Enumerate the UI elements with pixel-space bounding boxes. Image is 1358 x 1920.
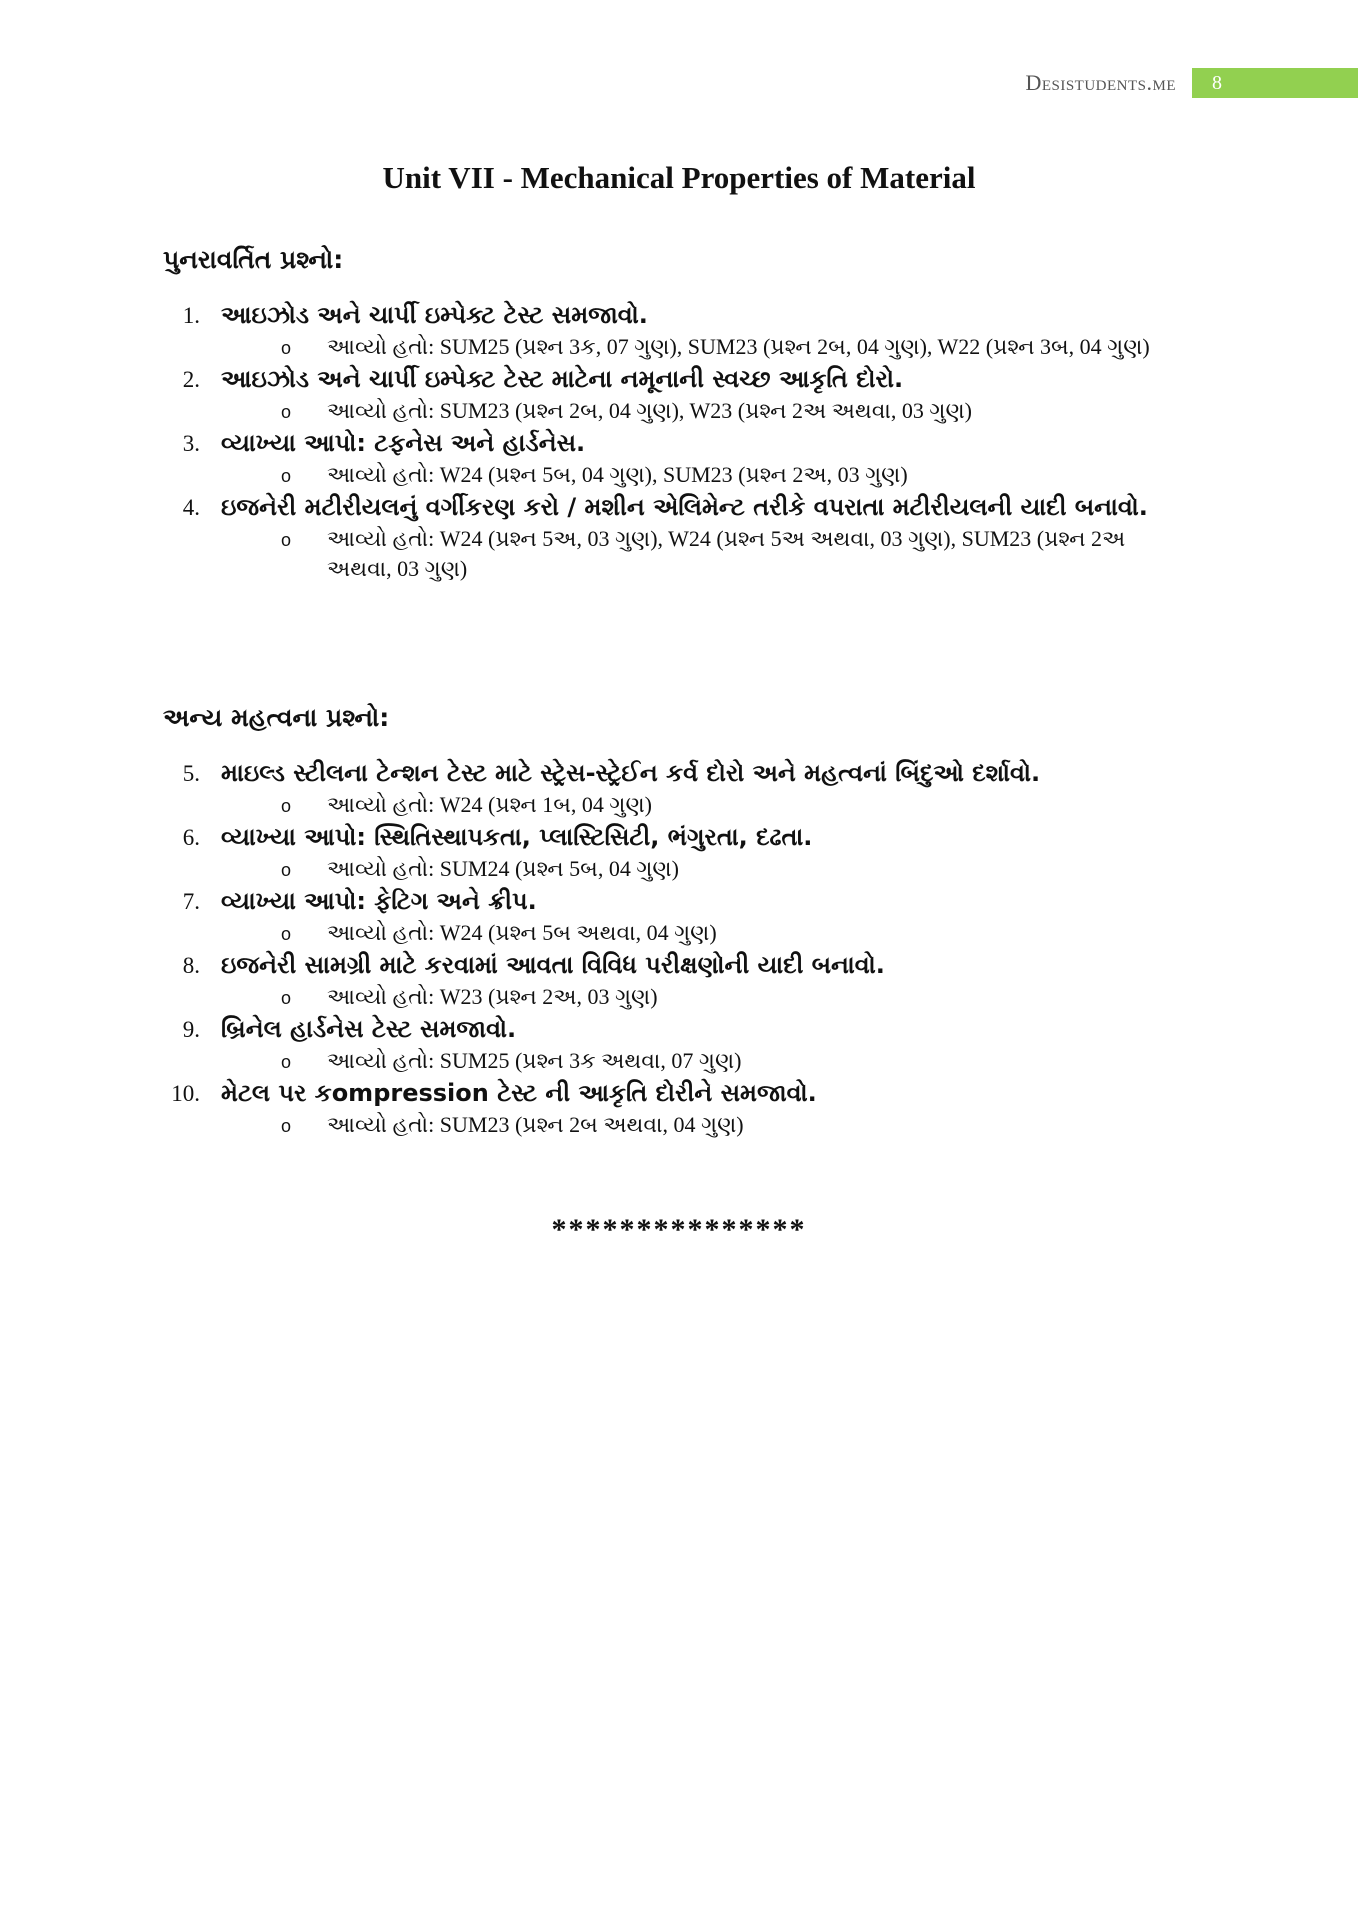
question-text: વ્યાખ્યા આપો: ટફનેસ અને હાર્ડનેસ. [221, 429, 586, 457]
question-item [182, 820, 1205, 884]
asked-in-text: આવ્યો હતો: SUM25 (પ્રશ્ન 3ક, 07 ગુણ), SUM23 (પ્રશ્ન 2બ, 04 ગુણ), W22 (પ્રશ્ન 3બ, 04 ગુણ) [327, 334, 1150, 359]
question-text: ઇજનેરી સામગ્રી માટે કરવામાં આવતા વિવિધ પરીક્ષણોની યાદી બનાવો. [221, 951, 885, 979]
question-item [182, 884, 1205, 948]
question-text: માઇલ્ડ સ્ટીલના ટેન્શન ટેસ્ટ માટે સ્ટ્રેસ-સ્ટ્રેઈન કર્વ દોરો અને મહત્વનાં બિંદુઓ દર્શાવો. [221, 759, 1041, 787]
end-separator: *************** [551, 1213, 807, 1246]
question-text: ઇજનેરી મટીરીયલનું વર્ગીકરણ કરો / મશીન એલિમેન્ટ તરીકે વપરાતા મટીરીયલની યાદી બનાવો. [221, 493, 1148, 521]
question-item [182, 948, 1205, 1012]
asked-in-text: આવ્યો હતો: W24 (પ્રશ્ન 5બ અથવા, 04 ગુણ) [327, 920, 717, 945]
question-item [182, 362, 1205, 426]
asked-in-text: આવ્યો હતો: W24 (પ્રશ્ન 5બ, 04 ગુણ), SUM23 (પ્રશ્ન 2અ, 03 ગુણ) [327, 462, 908, 487]
site-name: Desistudents.me [1025, 70, 1176, 95]
question-number: 9. [182, 1017, 200, 1042]
question-number: 10. [171, 1081, 200, 1106]
bullet-icon: o [281, 988, 292, 1008]
asked-in-text: આવ્યો હતો: W23 (પ્રશ્ન 2અ, 03 ગુણ) [327, 984, 658, 1009]
bullet-icon: o [281, 402, 292, 422]
question-text: બ્રિનેલ હાર્ડનેસ ટેસ્ટ સમજાવો. [221, 1015, 517, 1043]
bullet-icon: o [281, 1116, 292, 1136]
asked-in-text: આવ્યો હતો: SUM25 (પ્રશ્ન 3ક અથવા, 07 ગુણ) [327, 1048, 742, 1073]
asked-in-text: આવ્યો હતો: W24 (પ્રશ્ન 1બ, 04 ગુણ) [327, 792, 652, 817]
question-text: આઇઝોડ અને ચાર્પી ઇમ્પેક્ટ ટેસ્ટ સમજાવો. [221, 301, 648, 329]
section-heading-repeated: પુનરાવર્તિત પ્રશ્નો: [163, 245, 344, 274]
asked-in-text: આવ્યો હતો: SUM23 (પ્રશ્ન 2બ અથવા, 04 ગુણ) [327, 1112, 744, 1137]
asked-in-text: આવ્યો હતો: W24 (પ્રશ્ન 5અ, 03 ગુણ), W24 (પ્રશ્ન 5અ અથવા, 03 ગુણ), SUM23 (પ્રશ્ન 2અ અથવા, 03 ગુણ) [327, 526, 1126, 581]
asked-in-text: આવ્યો હતો: SUM23 (પ્રશ્ન 2બ, 04 ગુણ), W23 (પ્રશ્ન 2અ અથવા, 03 ગુણ) [327, 398, 972, 423]
bullet-icon: o [281, 466, 292, 486]
question-number: 8. [182, 953, 200, 978]
question-text: વ્યાખ્યા આપો: ફેટિગ અને ક્રીપ. [221, 887, 537, 915]
question-number: 3. [182, 431, 200, 456]
page-number: 8 [1212, 71, 1222, 94]
question-number: 7. [182, 889, 200, 914]
question-text: મેટલ પર કompression ટેસ્ટ ની આકૃતિ દોરીને સમજાવો. [221, 1079, 817, 1107]
bullet-icon: o [281, 796, 292, 816]
page-number-badge [1192, 68, 1358, 98]
question-text: આઇઝોડ અને ચાર્પી ઇમ્પેક્ટ ટેસ્ટ માટેના નમૂનાની સ્વચ્છ આકૃતિ દોરો. [221, 365, 904, 393]
question-number: 6. [182, 825, 200, 850]
section-heading-other: અન્ય મહત્વના પ્રશ્નો: [163, 703, 390, 732]
bullet-icon: o [281, 1052, 292, 1072]
question-text: વ્યાખ્યા આપો: સ્થિતિસ્થાપકતા, પ્લાસ્ટિસિટી, ભંગુરતા, દઢતા. [221, 823, 813, 851]
question-item [182, 490, 1205, 584]
question-item [182, 1012, 1205, 1076]
question-item [182, 426, 1205, 490]
question-number: 5. [182, 761, 200, 786]
bullet-icon: o [281, 338, 292, 358]
question-item [182, 756, 1205, 820]
question-number: 1. [182, 303, 200, 328]
bullet-icon: o [281, 924, 292, 944]
bullet-icon: o [281, 860, 292, 880]
question-list-repeated [182, 298, 1205, 584]
question-list-other [171, 756, 1205, 1140]
bullet-icon: o [281, 530, 292, 550]
unit-title: Unit VII - Mechanical Properties of Material [382, 160, 976, 195]
question-item [171, 1076, 1205, 1140]
question-number: 4. [182, 495, 200, 520]
question-number: 2. [182, 367, 200, 392]
question-item [182, 298, 1205, 362]
asked-in-text: આવ્યો હતો: SUM24 (પ્રશ્ન 5બ, 04 ગુણ) [327, 856, 679, 881]
page-header [1025, 68, 1358, 98]
